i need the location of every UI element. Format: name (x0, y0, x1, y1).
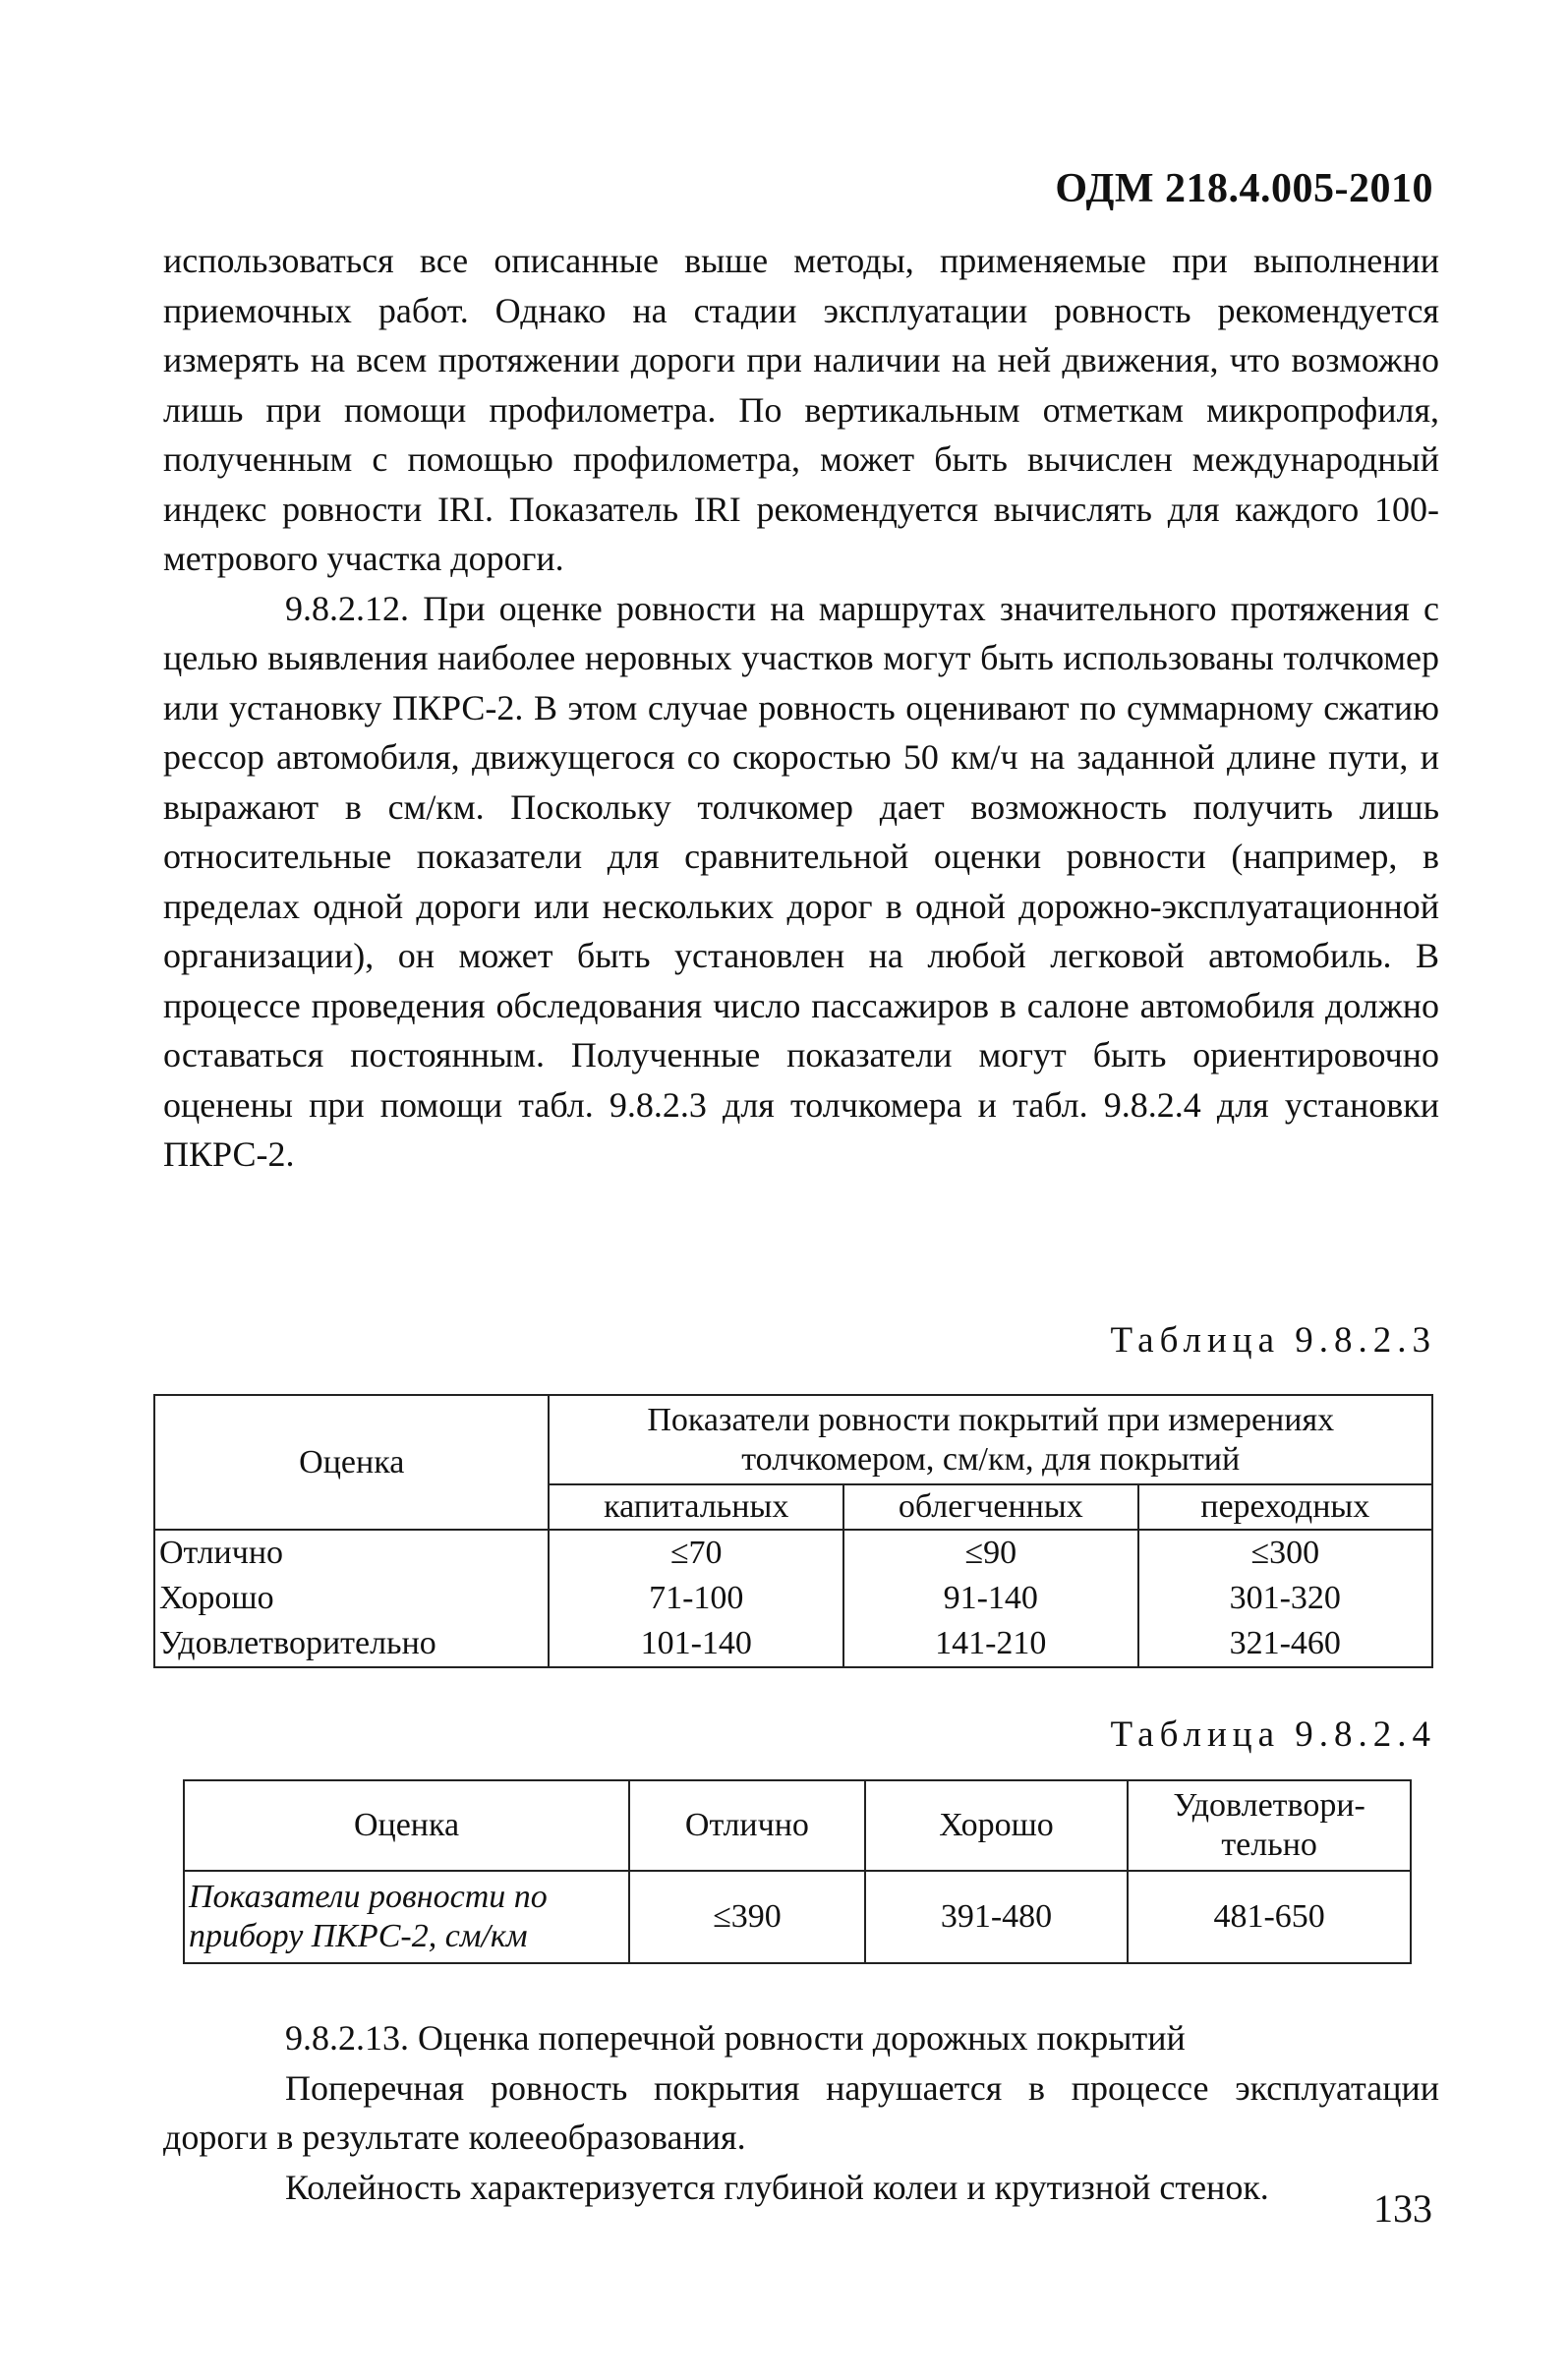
table-cell: 71-100 (549, 1576, 843, 1621)
body-text-bottom (163, 2013, 1439, 2212)
table-cell: 301-320 (1138, 1576, 1432, 1621)
table-cell: 101-140 (549, 1621, 843, 1667)
table-cell: 391-480 (865, 1871, 1129, 1963)
table-header-rating: Оценка (184, 1780, 629, 1871)
table-cell: ≤90 (843, 1530, 1138, 1576)
table-header-transitional: переходных (1138, 1484, 1432, 1530)
paragraph-rutting: Колейность характеризуется глубиной колеи и крутизной стенок. (285, 2167, 1269, 2207)
table-header-excellent: Отлично (629, 1780, 865, 1871)
paragraph-1: использоваться все описанные выше методы, применяемые при выполнении приемочных работ. Однако на стадии эксплуатации ровность рекомендуется измерять на всем протяжении дороги при наличии на ней движения, что возможно лишь при помощи профилометра. По вертикальным отметкам микропрофиля, полученным с помощью профилометра, может быть вычислен международный индекс ровности IRI. Показатель IRI рекомендуется вычислять для каждого 100-метрового участка дороги. (163, 241, 1439, 578)
table-cell: ≤390 (629, 1871, 865, 1963)
table-cell: 321-460 (1138, 1621, 1432, 1667)
page-number: 133 (1373, 2186, 1432, 2231)
table-header-satisfactory: Удовлетвори-тельно (1128, 1780, 1411, 1871)
table-header-group: Показатели ровности покрытий при измерениях толчкомером, см/км, для покрытий (549, 1395, 1432, 1484)
table-caption-9-8-2-3: Таблица 9.8.2.3 (1110, 1320, 1436, 1361)
table-cell: 91-140 (843, 1576, 1138, 1621)
table-header-good: Хорошо (865, 1780, 1129, 1871)
document-code-header: ОДМ 218.4.005-2010 (1055, 166, 1433, 211)
table-header-rating: Оценка (154, 1395, 549, 1530)
paragraph-9-8-2-12: 9.8.2.12. При оценке ровности на маршрутах значительного протяжения с целью выявления наиболее неровных участков могут быть использованы толчкомер или установку ПКРС-2. В этом случае ровность оценивают по суммарному сжатию рессор автомобиля, движущегося со скоростью 50 км/ч на заданной длине пути, и выражают в см/км. Поскольку толчкомер дает возможность получить лишь относительные показатели для сравнительной оценки ровности (например, в пределах одной дороги или нескольких дорог в одной дорожно-эксплуатационной организации), он может быть установлен на любой легковой автомобиль. В процессе проведения обследования число пассажиров в салоне автомобиля должно оставаться постоянным. Полученные показатели могут быть ориентировочно оценены при помощи табл. 9.8.2.3 для толчкомера и табл. 9.8.2.4 для установки ПКРС-2. (163, 588, 1439, 1174)
table-cell: 141-210 (843, 1621, 1138, 1667)
paragraph-transverse-evenness: Поперечная ровность покрытия нарушается в процессе эксплуатации дороги в результате колееобразования. (163, 2067, 1439, 2157)
table-header-capital: капитальных (549, 1484, 843, 1530)
table-header-lightweight: облегченных (843, 1484, 1138, 1530)
body-text-top (163, 236, 1439, 1180)
table-caption-9-8-2-4: Таблица 9.8.2.4 (1110, 1714, 1436, 1755)
table-9-8-2-3 (153, 1394, 1433, 1668)
table-row (154, 1621, 1432, 1667)
table-row (184, 1871, 1411, 1963)
row-label: Отлично (154, 1530, 549, 1576)
row-label: Удовлетворительно (154, 1621, 549, 1667)
row-label: Хорошо (154, 1576, 549, 1621)
row-label: Показатели ровности по прибору ПКРС-2, см/км (184, 1871, 629, 1963)
table-row (154, 1576, 1432, 1621)
table-cell: ≤70 (549, 1530, 843, 1576)
table-cell: 481-650 (1128, 1871, 1411, 1963)
section-heading-9-8-2-13: 9.8.2.13. Оценка поперечной ровности дорожных покрытий (285, 2018, 1186, 2058)
table-cell: ≤300 (1138, 1530, 1432, 1576)
table-row (154, 1530, 1432, 1576)
table-9-8-2-4 (183, 1779, 1412, 1964)
